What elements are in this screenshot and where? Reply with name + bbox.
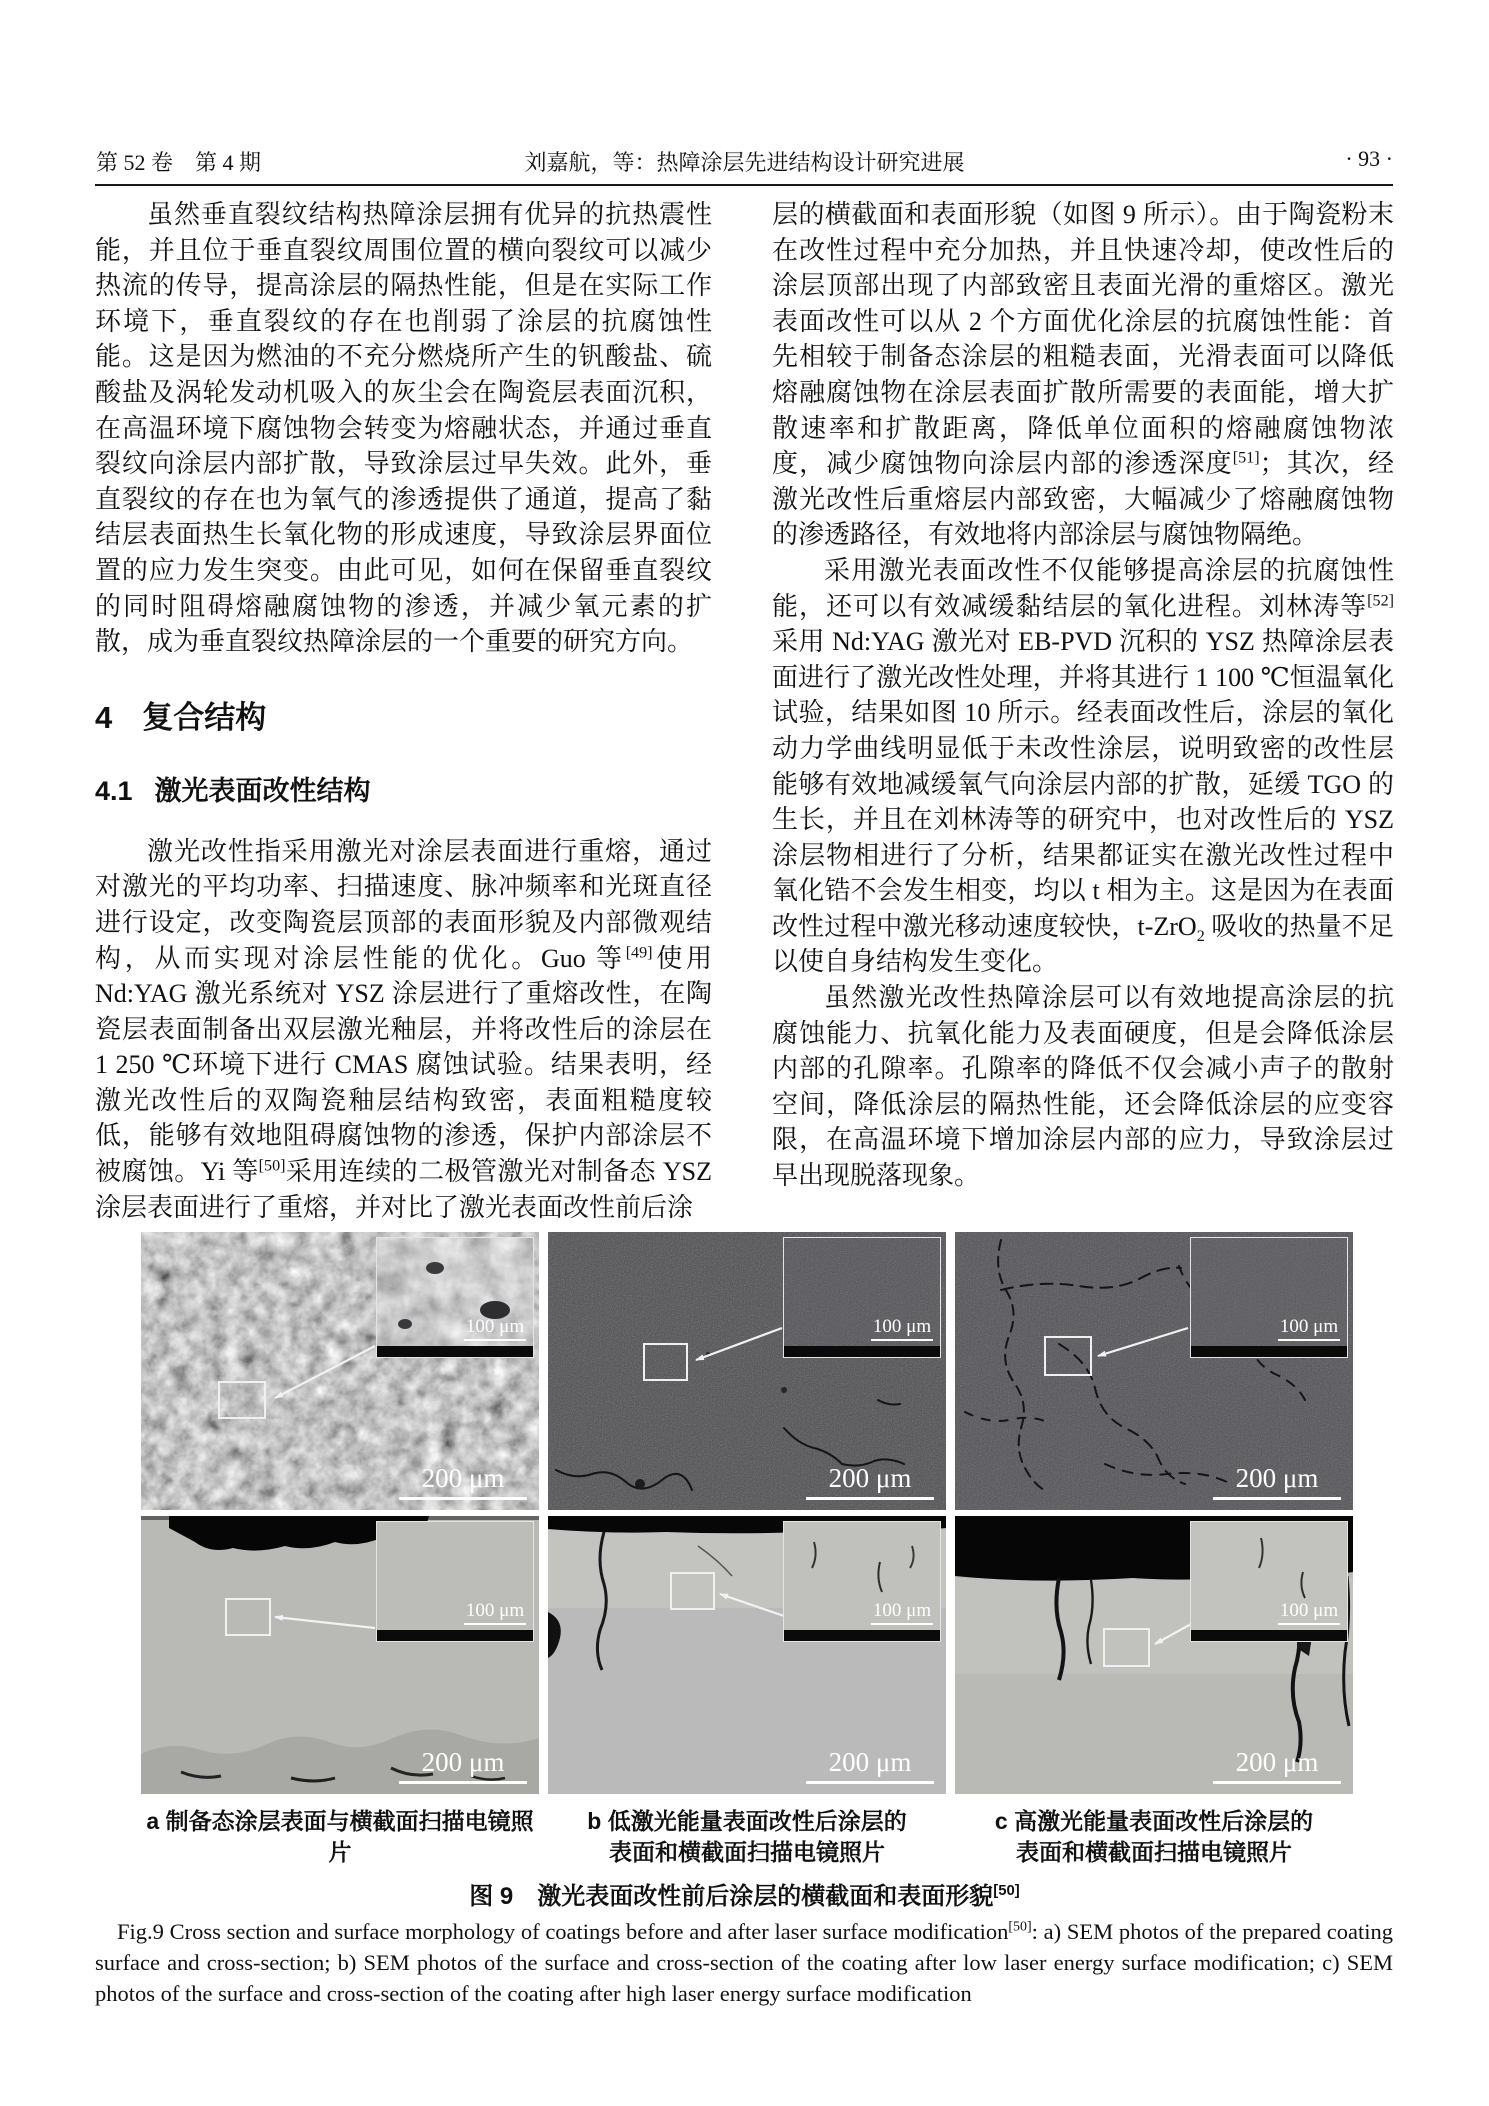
scale-bar-100 xyxy=(871,1600,933,1625)
scale-label: 200 μm xyxy=(828,1463,912,1493)
sem-inset xyxy=(783,1237,941,1358)
scale-label: 100 μm xyxy=(1279,1600,1339,1621)
chemical-subscript: 2 xyxy=(1196,928,1205,946)
sem-info-strip xyxy=(377,1346,533,1357)
scale-bar-200 xyxy=(806,1748,934,1784)
sem-inset xyxy=(376,1521,534,1642)
figure-9 xyxy=(141,1232,1353,1868)
sem-inset xyxy=(1190,1237,1348,1358)
sem-inset xyxy=(783,1521,941,1642)
scale-bar-200 xyxy=(806,1464,934,1500)
scale-bar-200 xyxy=(1213,1464,1341,1500)
scale-line xyxy=(806,1497,934,1500)
sem-info-strip xyxy=(784,1346,940,1357)
scale-bar-100 xyxy=(1278,1316,1340,1341)
scale-label: 100 μm xyxy=(872,1600,932,1621)
paragraph-text: 吸收的热量不足以使自身结构发生变化。 xyxy=(772,911,1394,977)
paragraph xyxy=(772,197,1394,553)
header-rule xyxy=(95,184,1393,186)
scale-label: 200 μm xyxy=(421,1747,505,1777)
subsection-heading xyxy=(95,774,712,808)
subcaption-text: a 制备态涂层表面与横截面扫描电镜照片 xyxy=(146,1808,534,1865)
paragraph-text: 采用激光表面改性不仅能够提高涂层的抗腐蚀性能，还可以有效减缓黏结层的氧化进程。刘林涛等 xyxy=(772,555,1394,621)
sem-info-strip xyxy=(377,1630,533,1641)
scale-label: 200 μm xyxy=(1235,1463,1319,1493)
subcaption-text: 表面和横截面扫描电镜照片 xyxy=(1016,1839,1292,1865)
subcaption-b xyxy=(548,1806,946,1868)
section-heading xyxy=(95,698,712,738)
scale-bar-100 xyxy=(1278,1600,1340,1625)
scale-bar-200 xyxy=(399,1464,527,1500)
ref-citation: [49] xyxy=(625,943,653,961)
scale-bar-100 xyxy=(464,1600,526,1625)
ref-citation: [50] xyxy=(993,1883,1020,1899)
ref-citation: [51] xyxy=(1232,449,1260,467)
running-title: 刘嘉航，等：热障涂层先进结构设计研究进展 xyxy=(524,150,965,175)
sem-info-strip xyxy=(784,1630,940,1641)
caption-text: 图 9 激光表面改性前后涂层的横截面和表面形貌 xyxy=(469,1883,994,1910)
scale-line xyxy=(1278,1623,1340,1625)
sem-panel-b-cross-section xyxy=(548,1516,946,1794)
subcaption-text: 表面和横截面扫描电镜照片 xyxy=(609,1839,885,1865)
paragraph-text: ；其次，经激光改性后重熔层内部致密，大幅减少了熔融腐蚀物的渗透路径，有效地将内部涂层与腐蚀物隔绝。 xyxy=(772,449,1394,550)
page-number: · 93 · xyxy=(1345,146,1393,171)
left-column xyxy=(95,197,712,1225)
sem-panel-c-surface xyxy=(955,1232,1353,1510)
scale-bar-200 xyxy=(399,1748,527,1784)
scale-label: 100 μm xyxy=(1279,1316,1339,1337)
ref-citation: [50] xyxy=(1008,1919,1032,1935)
paragraph xyxy=(95,834,712,1226)
paragraph-text: 采用连续的二极管激光对制备态 YSZ 涂层表面进行了重熔，并对比了激光表面改性前后涂 xyxy=(95,1157,712,1222)
ref-citation: [52] xyxy=(1367,591,1394,609)
paragraph: 虽然激光改性热障涂层可以有效地提高涂层的抗腐蚀能力、抗氧化能力及表面硬度，但是会降低涂层内部的孔隙率。孔隙率的降低不仅会减小声子的散射空间，降低涂层的隔热性能，还会降低涂层的应变容限，在高温环境下增加涂层内部的应力，导致涂层过早出现脱落现象。 xyxy=(772,983,1394,1191)
paragraph-text: 激光改性指采用激光对涂层表面进行重熔，通过对激光的平均功率、扫描速度、脉冲频率和光斑直径进行设定，改变陶瓷层顶部的表面形貌及内部微观结构，从而实现对涂层性能的优化。Guo 等 xyxy=(95,836,712,973)
sem-panel-a-surface xyxy=(141,1232,539,1510)
scale-line xyxy=(806,1781,934,1784)
ref-citation: [50] xyxy=(258,1157,286,1175)
sem-info-strip xyxy=(1191,1630,1347,1641)
sem-image-grid xyxy=(141,1232,1353,1794)
scale-label: 100 μm xyxy=(465,1316,525,1337)
figure-subcaptions xyxy=(141,1806,1353,1868)
section-number: 4 xyxy=(95,699,113,735)
scale-label: 100 μm xyxy=(465,1600,525,1621)
sem-panel-c-cross-section xyxy=(955,1516,1353,1794)
scale-label: 100 μm xyxy=(872,1316,932,1337)
scale-bar-200 xyxy=(1213,1748,1341,1784)
sem-panel-a-cross-section xyxy=(141,1516,539,1794)
paragraph-text: 层的横截面和表面形貌（如图 9 所示）。由于陶瓷粉末在改性过程中充分加热，并且快速冷却，使改性后的涂层顶部出现了内部致密且表面光滑的重熔区。激光表面改性可以从 2 个方面优化涂层的抗腐蚀性能：首先相较于制备态涂层的粗糙表面，光滑表面可以降低熔融腐蚀物在涂层表面扩散所需要的表面能，增大扩散速率和扩散距离，降低单位面积的熔融腐蚀物浓度，减少腐蚀物向涂层内部的渗透深度 xyxy=(772,200,1394,479)
subsection-number: 4.1 xyxy=(95,775,133,806)
subcaption-c xyxy=(955,1806,1353,1868)
scale-label: 200 μm xyxy=(421,1463,505,1493)
caption-text: : a) SEM photos of the prepared coating surface and cross-section; b) SEM photos of the surface and cross-section of the coating after low laser energy surface modification; c) SEM photos of the surface and cross-section of the coating after high laser energy surface modification xyxy=(95,1919,1394,2006)
subcaption-text: b 低激光能量表面改性后涂层的 xyxy=(587,1808,907,1834)
right-column xyxy=(772,197,1394,1194)
scale-line xyxy=(464,1623,526,1625)
scale-line xyxy=(1278,1339,1340,1341)
paragraph xyxy=(772,553,1394,980)
sem-panel-b-surface xyxy=(548,1232,946,1510)
scale-bar-100 xyxy=(871,1316,933,1341)
volume-issue: 第 52 卷 第 4 期 xyxy=(96,150,262,175)
scale-line xyxy=(1213,1781,1341,1784)
figure-caption-en xyxy=(95,1916,1393,2009)
caption-text: Fig.9 Cross section and surface morphology of coatings before and after laser surface modification xyxy=(117,1919,1009,1944)
sem-inset xyxy=(376,1237,534,1358)
subcaption-text: c 高激光能量表面改性后涂层的 xyxy=(994,1808,1314,1834)
scale-line xyxy=(399,1497,527,1500)
sem-info-strip xyxy=(1191,1346,1347,1357)
subsection-title: 激光表面改性结构 xyxy=(154,775,371,806)
scale-bar-100 xyxy=(464,1316,526,1341)
paragraph-text: 使用 Nd:YAG 激光系统对 YSZ 涂层进行了重熔改性，在陶瓷层表面制备出双层激光釉层，并将改性后的涂层在 1 250 ℃环境下进行 CMAS 腐蚀试验。结果表明，经激光改性后的双陶瓷釉层结构致密，表面粗糙度较低，能够有效地阻碍腐蚀物的渗透，保护内部涂层不被腐蚀。Yi 等 xyxy=(95,943,712,1187)
paragraph-text: 采用 Nd:YAG 激光对 EB-PVD 沉积的 YSZ 热障涂层表面进行了激光改性处理，并将其进行 1 100 ℃恒温氧化试验，结果如图 10 所示。经表面改性后，涂层的氧化动力学曲线明显低于未改性涂层，说明致密的改性层能够有效地减缓氧气向涂层内部的扩散，延缓 TGO 的生长，并且在刘林涛等的研究中，也对改性后的 YSZ 涂层物相进行了分析，结果都证实在激光改性过程中氧化锆不会发生相变，均以 t 相为主。这是因为在表面改性过程中激光移动速度较快，t-ZrO xyxy=(772,627,1394,941)
scale-line xyxy=(399,1781,527,1784)
scale-line xyxy=(871,1339,933,1341)
scale-label: 200 μm xyxy=(1235,1747,1319,1777)
subcaption-a xyxy=(141,1806,539,1868)
scale-label: 200 μm xyxy=(828,1747,912,1777)
section-title: 复合结构 xyxy=(142,699,267,735)
figure-caption-zh xyxy=(0,1876,1489,1911)
scale-line xyxy=(1213,1497,1341,1500)
sem-inset xyxy=(1190,1521,1348,1642)
paragraph: 虽然垂直裂纹结构热障涂层拥有优异的抗热震性能，并且位于垂直裂纹周围位置的横向裂纹可以减少热流的传导，提高涂层的隔热性能，但是在实际工作环境下，垂直裂纹的存在也削弱了涂层的抗腐蚀性能。这是因为燃油的不充分燃烧所产生的钒酸盐、硫酸盐及涡轮发动机吸入的灰尘会在陶瓷层表面沉积，在高温环境下腐蚀物会转变为熔融状态，并通过垂直裂纹向涂层内部扩散，导致涂层过早失效。此外，垂直裂纹的存在也为氧气的渗透提供了通道，提高了黏结层表面热生长氧化物的形成速度，导致涂层界面位置的应力发生突变。由此可见，如何在保留垂直裂纹的同时阻碍熔融腐蚀物的渗透，并减少氧元素的扩散，成为垂直裂纹热障涂层的一个重要的研究方向。 xyxy=(95,200,712,657)
scale-line xyxy=(871,1623,933,1625)
scale-line xyxy=(464,1339,526,1341)
